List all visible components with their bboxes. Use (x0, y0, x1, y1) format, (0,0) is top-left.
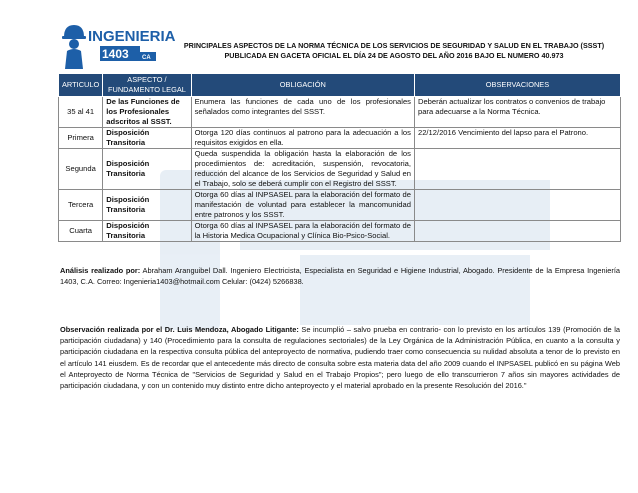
header-obligacion: OBLIGACIÓN (191, 74, 414, 97)
observation-label: Observación realizada por el Dr. Luis Mendoza, Abogado Litigante: (60, 325, 299, 334)
table-row (59, 190, 621, 221)
analysis-paragraph (60, 265, 620, 287)
cell-aspecto: Disposición Transitoria (103, 128, 191, 149)
company-logo (60, 19, 176, 71)
svg-text:1403: 1403 (102, 47, 129, 61)
table-header-row (59, 74, 621, 97)
table-row (59, 128, 621, 149)
cell-obligacion: Enumera las funciones de cada uno de los profesionales señalados como integrantes del SSST. (191, 97, 414, 128)
analysis-text: Abraham Aranguibel Dall. Ingeniero Electricista, Especialista en Seguridad e Higiene Industrial, Abogado. Presidente de la Empresa Ingeniería 1403, C.A. Correo: Ingenieria1403@hotmail.com Celular: (0424) 5266838. (60, 266, 620, 287)
analysis-label: Análisis realizado por: (60, 266, 141, 275)
cell-observaciones (414, 221, 620, 242)
title-line-2: PUBLICADA EN GACETA OFICIAL EL DÍA 24 DE AGOSTO DEL AÑO 2016 BAJO EL NUMERO 40.973 (224, 51, 564, 60)
cell-articulo: Segunda (59, 149, 103, 190)
svg-text:CA: CA (142, 55, 151, 61)
svg-text:INGENIERIA: INGENIERIA (88, 28, 176, 45)
cell-aspecto: Disposición Transitoria (103, 149, 191, 190)
cell-articulo: 35 al 41 (59, 97, 103, 128)
header-aspecto: ASPECTO / FUNDAMENTO LEGAL (103, 74, 191, 97)
table-row (59, 97, 621, 128)
title-line-1: PRINCIPALES ASPECTOS DE LA NORMA TÉCNICA DE LOS SERVICIOS DE SEGURIDAD Y SALUD EN EL TRABAJO (SSST) (183, 41, 605, 50)
cell-aspecto: Disposición Transitoria (103, 190, 191, 221)
cell-observaciones (414, 149, 620, 190)
cell-obligacion: Otorga 60 días al INPSASEL para la elaboración del formato de la Historia Medica Ocupacional y Clínica Bio-Psico-Social. (191, 221, 414, 242)
cell-articulo: Tercera (59, 190, 103, 221)
cell-aspecto: Disposición Transitoria (103, 221, 191, 242)
cell-aspecto: De las Funciones de los Profesionales adscritos al SSST. (103, 97, 191, 128)
cell-articulo: Primera (59, 128, 103, 149)
table-row (59, 221, 621, 242)
header-observaciones: OBSERVACIONES (414, 74, 620, 97)
cell-obligacion: Otorga 120 días continuos al patrono para la adecuación a los requisitos exigidos en ella. (191, 128, 414, 149)
cell-observaciones: 22/12/2016 Vencimiento del lapso para el Patrono. (414, 128, 620, 149)
table-row (59, 149, 621, 190)
observation-paragraph (60, 324, 620, 391)
aspects-table (58, 73, 621, 242)
cell-articulo: Cuarta (59, 221, 103, 242)
document-header (60, 19, 620, 71)
cell-obligacion: Otorga 60 días al INPSASEL para la elaboración del formato de manifestación de voluntad para establecer la mancomunidad entre patronos y los SSST. (191, 190, 414, 221)
cell-observaciones: Deberán actualizar los contratos o convenios de trabajo para adecuarse a la Norma Técnica. (414, 97, 620, 128)
cell-observaciones (414, 190, 620, 221)
header-articulo: ARTICULO (59, 74, 103, 97)
cell-obligacion: Queda suspendida la obligación hasta la elaboración de los procedimientos de: acreditación, suspensión, revocatoria, reducción del alcance de los Servicios de Seguridad y Salud en el Trabajo, solo se deberá cumplir con el Registro del SSST. (191, 149, 414, 190)
observation-text: Se incumplió – salvo prueba en contrario- con lo previsto en los artículos 139 (Promoción de la participación ciudadana) y 140 (Procedimiento para la consulta de regulaciones sectoriales) de la Ley Orgánica de la Administración Pública, en cuanto a la consulta y participación ciudadana en la respectiva consulta pública del anteproyecto de normativa, pudiendo traer como consecuencia su nulidad absoluta a tenor de lo previsto en el artículo 141 eiusdem. Es de recordar que el antecedente más directo de consulta sobre esta materia data del año 2009 cuando el INPSASEL publicó en su página Web el Anteproyecto de Norma Técnica de "Servicios de Seguridad y Salud en el Trabajo Propios"; pero luego de ello transcurrieron 7 años sin mayores actividades de participación ciudadana, y con un contenido muy distinto entre dicho anteproyecto y el material aprobado en la presente Resolución del 2016." (60, 325, 621, 391)
page-title (168, 41, 620, 61)
